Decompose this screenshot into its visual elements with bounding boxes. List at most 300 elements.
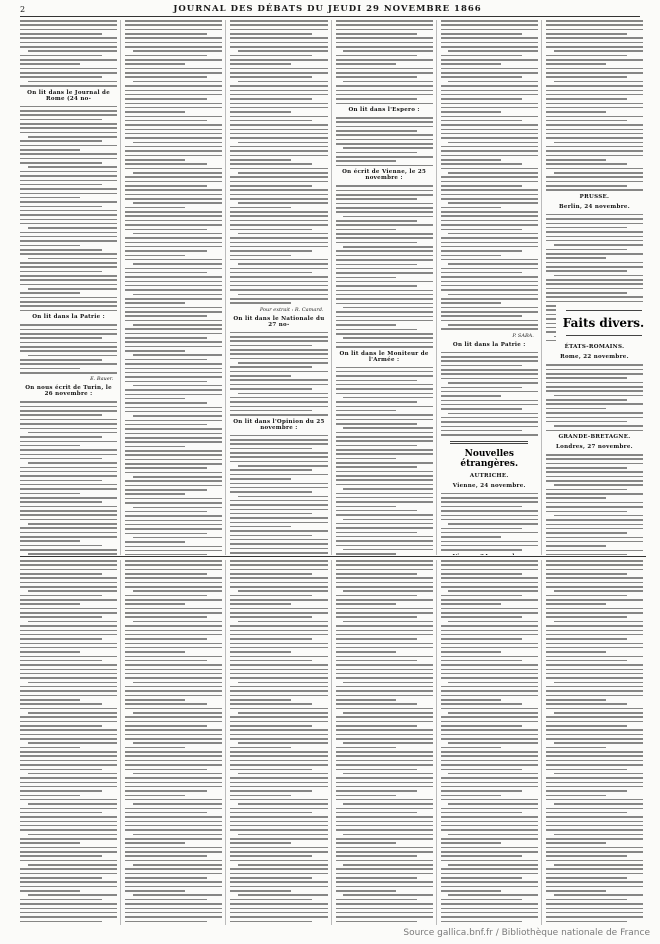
text-line bbox=[546, 921, 628, 923]
text-line bbox=[343, 488, 432, 490]
dateline bbox=[441, 554, 538, 555]
text-line bbox=[20, 868, 117, 870]
text-line bbox=[441, 94, 538, 96]
text-line bbox=[125, 120, 207, 122]
text-line bbox=[336, 669, 433, 671]
text-line bbox=[230, 526, 290, 528]
text-line bbox=[546, 656, 643, 658]
text-line bbox=[441, 886, 538, 888]
text-line bbox=[448, 773, 537, 775]
text-line bbox=[133, 864, 222, 866]
text-line bbox=[125, 259, 222, 261]
text-line bbox=[125, 573, 207, 575]
text-line bbox=[336, 647, 433, 649]
text-line bbox=[343, 803, 432, 805]
text-line bbox=[336, 510, 418, 512]
text-line bbox=[546, 223, 643, 225]
text-line bbox=[133, 263, 222, 265]
text-line bbox=[125, 638, 207, 640]
text-line bbox=[125, 137, 222, 139]
text-line bbox=[336, 436, 433, 438]
text-line bbox=[441, 237, 538, 239]
text-line bbox=[20, 106, 117, 108]
text-line bbox=[441, 899, 523, 901]
text-line bbox=[125, 381, 207, 383]
text-line bbox=[125, 493, 185, 495]
text-line bbox=[441, 37, 538, 39]
text-line bbox=[230, 456, 327, 458]
text-line bbox=[336, 738, 433, 740]
text-line bbox=[441, 246, 538, 248]
text-line bbox=[20, 171, 117, 173]
text-line bbox=[230, 729, 327, 731]
text-line bbox=[125, 368, 222, 370]
text-line bbox=[546, 463, 643, 465]
text-line bbox=[546, 528, 643, 530]
text-line bbox=[546, 163, 628, 165]
text-line bbox=[125, 42, 222, 44]
masthead bbox=[20, 2, 640, 17]
text-line bbox=[125, 595, 207, 597]
text-line bbox=[336, 725, 418, 727]
bottom-columns bbox=[20, 560, 646, 925]
text-line bbox=[441, 519, 538, 521]
text-line bbox=[546, 72, 643, 74]
text-line bbox=[546, 292, 628, 294]
text-line bbox=[448, 742, 537, 744]
text-line bbox=[336, 612, 433, 614]
text-line bbox=[441, 532, 538, 534]
text-line bbox=[336, 506, 396, 508]
text-line bbox=[133, 142, 222, 144]
text-line bbox=[133, 773, 222, 775]
text-line bbox=[238, 864, 327, 866]
text-line bbox=[125, 298, 222, 300]
text-line bbox=[336, 501, 433, 503]
text-line bbox=[546, 673, 643, 675]
text-line bbox=[20, 506, 117, 508]
text-line bbox=[546, 616, 628, 618]
text-line bbox=[125, 472, 222, 474]
column-b3 bbox=[230, 560, 331, 925]
text-line bbox=[230, 751, 327, 753]
text-line bbox=[230, 155, 327, 157]
text-line bbox=[125, 799, 222, 801]
text-line bbox=[441, 224, 538, 226]
text-line bbox=[230, 669, 327, 671]
text-line bbox=[125, 185, 207, 187]
text-line bbox=[125, 459, 222, 461]
text-line bbox=[230, 643, 327, 645]
text-line bbox=[441, 916, 538, 918]
text-line bbox=[133, 385, 222, 387]
text-line bbox=[441, 651, 501, 653]
text-line bbox=[230, 573, 312, 575]
text-line bbox=[125, 146, 222, 148]
text-line bbox=[230, 656, 327, 658]
text-line bbox=[20, 480, 102, 482]
text-line bbox=[20, 419, 117, 421]
text-line bbox=[125, 582, 222, 584]
text-line bbox=[20, 829, 117, 831]
text-line bbox=[230, 272, 312, 274]
text-line bbox=[230, 599, 327, 601]
text-line bbox=[28, 462, 117, 464]
text-line bbox=[125, 450, 222, 452]
text-line bbox=[125, 215, 222, 217]
text-line bbox=[441, 417, 538, 419]
text-line bbox=[336, 523, 433, 525]
text-line bbox=[546, 899, 628, 901]
text-line bbox=[336, 786, 433, 788]
text-line bbox=[546, 699, 606, 701]
text-line bbox=[230, 461, 327, 463]
article-heading: On lit dans l'Opinion du 25 novembre : bbox=[233, 418, 325, 431]
text-line bbox=[336, 130, 418, 132]
text-line bbox=[441, 603, 501, 605]
text-line bbox=[133, 50, 222, 52]
text-line bbox=[336, 333, 433, 335]
text-line bbox=[441, 215, 538, 217]
text-line bbox=[238, 465, 327, 467]
text-line bbox=[336, 20, 433, 22]
text-line bbox=[20, 342, 117, 344]
text-line bbox=[125, 103, 222, 105]
text-line bbox=[336, 419, 433, 421]
text-line bbox=[441, 716, 538, 718]
text-block bbox=[20, 20, 117, 87]
text-line bbox=[441, 281, 538, 283]
text-line bbox=[441, 272, 523, 274]
text-line bbox=[441, 608, 538, 610]
text-block bbox=[230, 560, 327, 925]
text-line bbox=[546, 751, 643, 753]
text-line bbox=[230, 899, 312, 901]
text-line bbox=[336, 237, 433, 239]
text-line bbox=[441, 137, 538, 139]
text-line bbox=[230, 483, 327, 485]
text-line bbox=[20, 114, 117, 116]
text-line bbox=[20, 42, 117, 44]
text-line bbox=[441, 790, 523, 792]
text-line bbox=[336, 121, 433, 123]
text-line bbox=[546, 24, 643, 26]
text-line bbox=[230, 760, 327, 762]
text-line bbox=[230, 734, 327, 736]
text-line bbox=[554, 515, 643, 517]
text-line bbox=[20, 630, 117, 632]
text-line bbox=[125, 643, 222, 645]
text-line bbox=[441, 352, 538, 354]
text-line bbox=[125, 721, 222, 723]
text-line bbox=[336, 868, 433, 870]
text-line bbox=[125, 716, 222, 718]
text-line bbox=[546, 599, 643, 601]
text-line bbox=[336, 303, 433, 305]
text-line bbox=[441, 189, 538, 191]
text-line bbox=[133, 507, 222, 509]
text-line bbox=[441, 506, 523, 508]
text-line bbox=[20, 266, 117, 268]
text-line bbox=[336, 651, 396, 653]
text-line bbox=[230, 215, 327, 217]
text-line bbox=[546, 799, 643, 801]
text-line bbox=[441, 276, 538, 278]
text-line bbox=[230, 37, 327, 39]
text-line bbox=[230, 107, 327, 109]
text-line bbox=[20, 514, 117, 516]
column-5 bbox=[441, 20, 542, 555]
text-line bbox=[546, 373, 643, 375]
signature: E. Bauer. bbox=[90, 376, 114, 383]
text-line bbox=[125, 703, 207, 705]
text-line bbox=[125, 341, 222, 343]
text-line bbox=[125, 372, 222, 374]
text-line bbox=[230, 207, 290, 209]
text-line bbox=[133, 294, 222, 296]
text-line bbox=[20, 586, 117, 588]
text-line bbox=[546, 107, 643, 109]
text-line bbox=[230, 703, 312, 705]
text-line bbox=[125, 63, 185, 65]
text-line bbox=[20, 279, 117, 281]
text-line bbox=[125, 634, 222, 636]
text-line bbox=[125, 586, 222, 588]
text-line bbox=[336, 851, 433, 853]
text-line bbox=[336, 825, 433, 827]
text-line bbox=[230, 699, 290, 701]
text-line bbox=[546, 176, 643, 178]
text-line bbox=[20, 201, 117, 203]
text-line bbox=[546, 573, 628, 575]
text-line bbox=[336, 484, 433, 486]
text-line bbox=[125, 37, 222, 39]
text-line bbox=[336, 410, 396, 412]
text-line bbox=[230, 825, 327, 827]
text-line bbox=[20, 493, 80, 495]
text-line bbox=[230, 795, 290, 797]
text-line bbox=[125, 881, 222, 883]
text-line bbox=[546, 296, 643, 298]
text-line bbox=[20, 363, 117, 365]
text-line bbox=[441, 365, 523, 367]
text-line bbox=[336, 259, 433, 261]
text-line bbox=[336, 532, 418, 534]
text-line bbox=[336, 656, 433, 658]
text-line bbox=[546, 532, 628, 534]
text-line bbox=[546, 537, 643, 539]
text-line bbox=[125, 124, 222, 126]
text-line bbox=[125, 524, 222, 526]
text-line bbox=[336, 449, 433, 451]
text-line bbox=[336, 466, 418, 468]
text-line bbox=[125, 20, 222, 22]
text-line bbox=[441, 725, 523, 727]
text-line bbox=[238, 621, 327, 623]
text-line bbox=[125, 394, 222, 396]
text-line bbox=[336, 699, 396, 701]
text-line bbox=[441, 541, 538, 543]
text-line bbox=[441, 421, 538, 423]
text-line bbox=[125, 285, 222, 287]
text-line bbox=[230, 46, 327, 48]
text-line bbox=[125, 155, 222, 157]
text-line bbox=[336, 220, 418, 222]
text-line bbox=[20, 599, 117, 601]
text-line bbox=[20, 799, 117, 801]
text-line bbox=[441, 690, 538, 692]
text-line bbox=[336, 198, 418, 200]
text-line bbox=[343, 147, 432, 149]
text-block bbox=[125, 560, 222, 925]
text-line bbox=[125, 433, 222, 435]
text-line bbox=[546, 808, 643, 810]
text-line bbox=[336, 68, 433, 70]
dateline: Rome, 22 novembre. bbox=[560, 354, 629, 361]
text-line bbox=[28, 166, 117, 168]
text-line bbox=[441, 378, 538, 380]
text-line bbox=[546, 786, 643, 788]
text-line bbox=[336, 638, 418, 640]
text-line bbox=[230, 738, 327, 740]
text-line bbox=[554, 590, 643, 592]
text-line bbox=[125, 786, 222, 788]
text-line bbox=[441, 155, 538, 157]
text-line bbox=[441, 311, 538, 313]
text-line bbox=[336, 103, 433, 105]
text-line bbox=[125, 690, 222, 692]
text-line bbox=[20, 510, 117, 512]
column-6 bbox=[546, 20, 646, 555]
text-line bbox=[20, 738, 117, 740]
text-line bbox=[546, 582, 643, 584]
text-line bbox=[230, 522, 327, 524]
text-line bbox=[336, 921, 418, 923]
text-line bbox=[336, 342, 433, 344]
text-line bbox=[125, 708, 222, 710]
text-line bbox=[546, 829, 643, 831]
text-line bbox=[230, 410, 312, 412]
text-line bbox=[546, 612, 643, 614]
text-line bbox=[230, 189, 327, 191]
text-line bbox=[230, 517, 327, 519]
text-line bbox=[336, 795, 396, 797]
text-line bbox=[336, 751, 433, 753]
text-line bbox=[125, 337, 207, 339]
text-line bbox=[230, 163, 312, 165]
text-line bbox=[20, 145, 117, 147]
text-line bbox=[336, 37, 433, 39]
text-block bbox=[336, 20, 433, 104]
text-line bbox=[28, 894, 117, 896]
text-line bbox=[125, 237, 222, 239]
text-line bbox=[125, 229, 207, 231]
text-line bbox=[336, 782, 433, 784]
text-line bbox=[546, 283, 643, 285]
dateline: Berlin, 24 novembre. bbox=[558, 203, 630, 210]
text-line bbox=[441, 847, 538, 849]
text-line bbox=[230, 366, 312, 368]
text-line bbox=[441, 369, 538, 371]
text-line bbox=[441, 194, 538, 196]
text-line bbox=[125, 437, 222, 439]
text-line bbox=[125, 777, 222, 779]
text-line bbox=[441, 747, 501, 749]
text-line bbox=[230, 747, 290, 749]
text-line bbox=[20, 55, 102, 57]
text-line bbox=[336, 855, 418, 857]
article-heading: On lit dans l'Espero : bbox=[348, 107, 420, 114]
text-line bbox=[125, 838, 222, 840]
text-line bbox=[343, 864, 432, 866]
text-line bbox=[125, 528, 222, 530]
text-line bbox=[546, 821, 643, 823]
section-title: Nouvelles étrangères. bbox=[460, 448, 519, 469]
text-line bbox=[230, 198, 327, 200]
text-line bbox=[125, 847, 222, 849]
text-line bbox=[441, 677, 538, 679]
text-line bbox=[20, 410, 117, 412]
text-line bbox=[441, 356, 538, 358]
top-columns bbox=[20, 20, 646, 555]
text-line bbox=[448, 382, 537, 384]
text-line bbox=[20, 916, 117, 918]
text-line bbox=[125, 916, 222, 918]
text-line bbox=[20, 29, 117, 31]
text-line bbox=[546, 20, 643, 22]
text-line bbox=[125, 168, 222, 170]
text-line bbox=[546, 855, 628, 857]
text-line bbox=[230, 782, 327, 784]
text-line bbox=[20, 284, 117, 286]
text-line bbox=[546, 218, 643, 220]
text-line bbox=[125, 541, 185, 543]
text-line bbox=[336, 873, 433, 875]
text-line bbox=[20, 401, 117, 403]
text-line bbox=[238, 142, 327, 144]
section-title: Faits divers. bbox=[562, 316, 645, 330]
text-line bbox=[546, 253, 643, 255]
text-line bbox=[546, 55, 628, 57]
text-line bbox=[336, 527, 433, 529]
text-line bbox=[230, 860, 327, 862]
text-line bbox=[20, 245, 80, 247]
text-line bbox=[20, 162, 102, 164]
text-line bbox=[20, 751, 117, 753]
text-line bbox=[20, 72, 117, 74]
text-line bbox=[546, 37, 643, 39]
text-line bbox=[133, 712, 222, 714]
text-line bbox=[441, 185, 523, 187]
text-line bbox=[230, 548, 327, 550]
text-line bbox=[125, 85, 222, 87]
text-line bbox=[230, 847, 327, 849]
text-line bbox=[125, 250, 207, 252]
text-line bbox=[28, 773, 117, 775]
text-line bbox=[20, 890, 80, 892]
text-line bbox=[441, 63, 501, 65]
text-line bbox=[336, 90, 433, 92]
text-line bbox=[230, 708, 327, 710]
text-line bbox=[230, 543, 327, 545]
article-heading: On lit dans la Patrie : bbox=[452, 341, 526, 348]
text-line bbox=[343, 894, 432, 896]
text-line bbox=[336, 290, 433, 292]
text-line bbox=[441, 315, 523, 317]
text-line bbox=[133, 233, 222, 235]
text-line bbox=[230, 90, 327, 92]
text-line bbox=[20, 337, 102, 339]
